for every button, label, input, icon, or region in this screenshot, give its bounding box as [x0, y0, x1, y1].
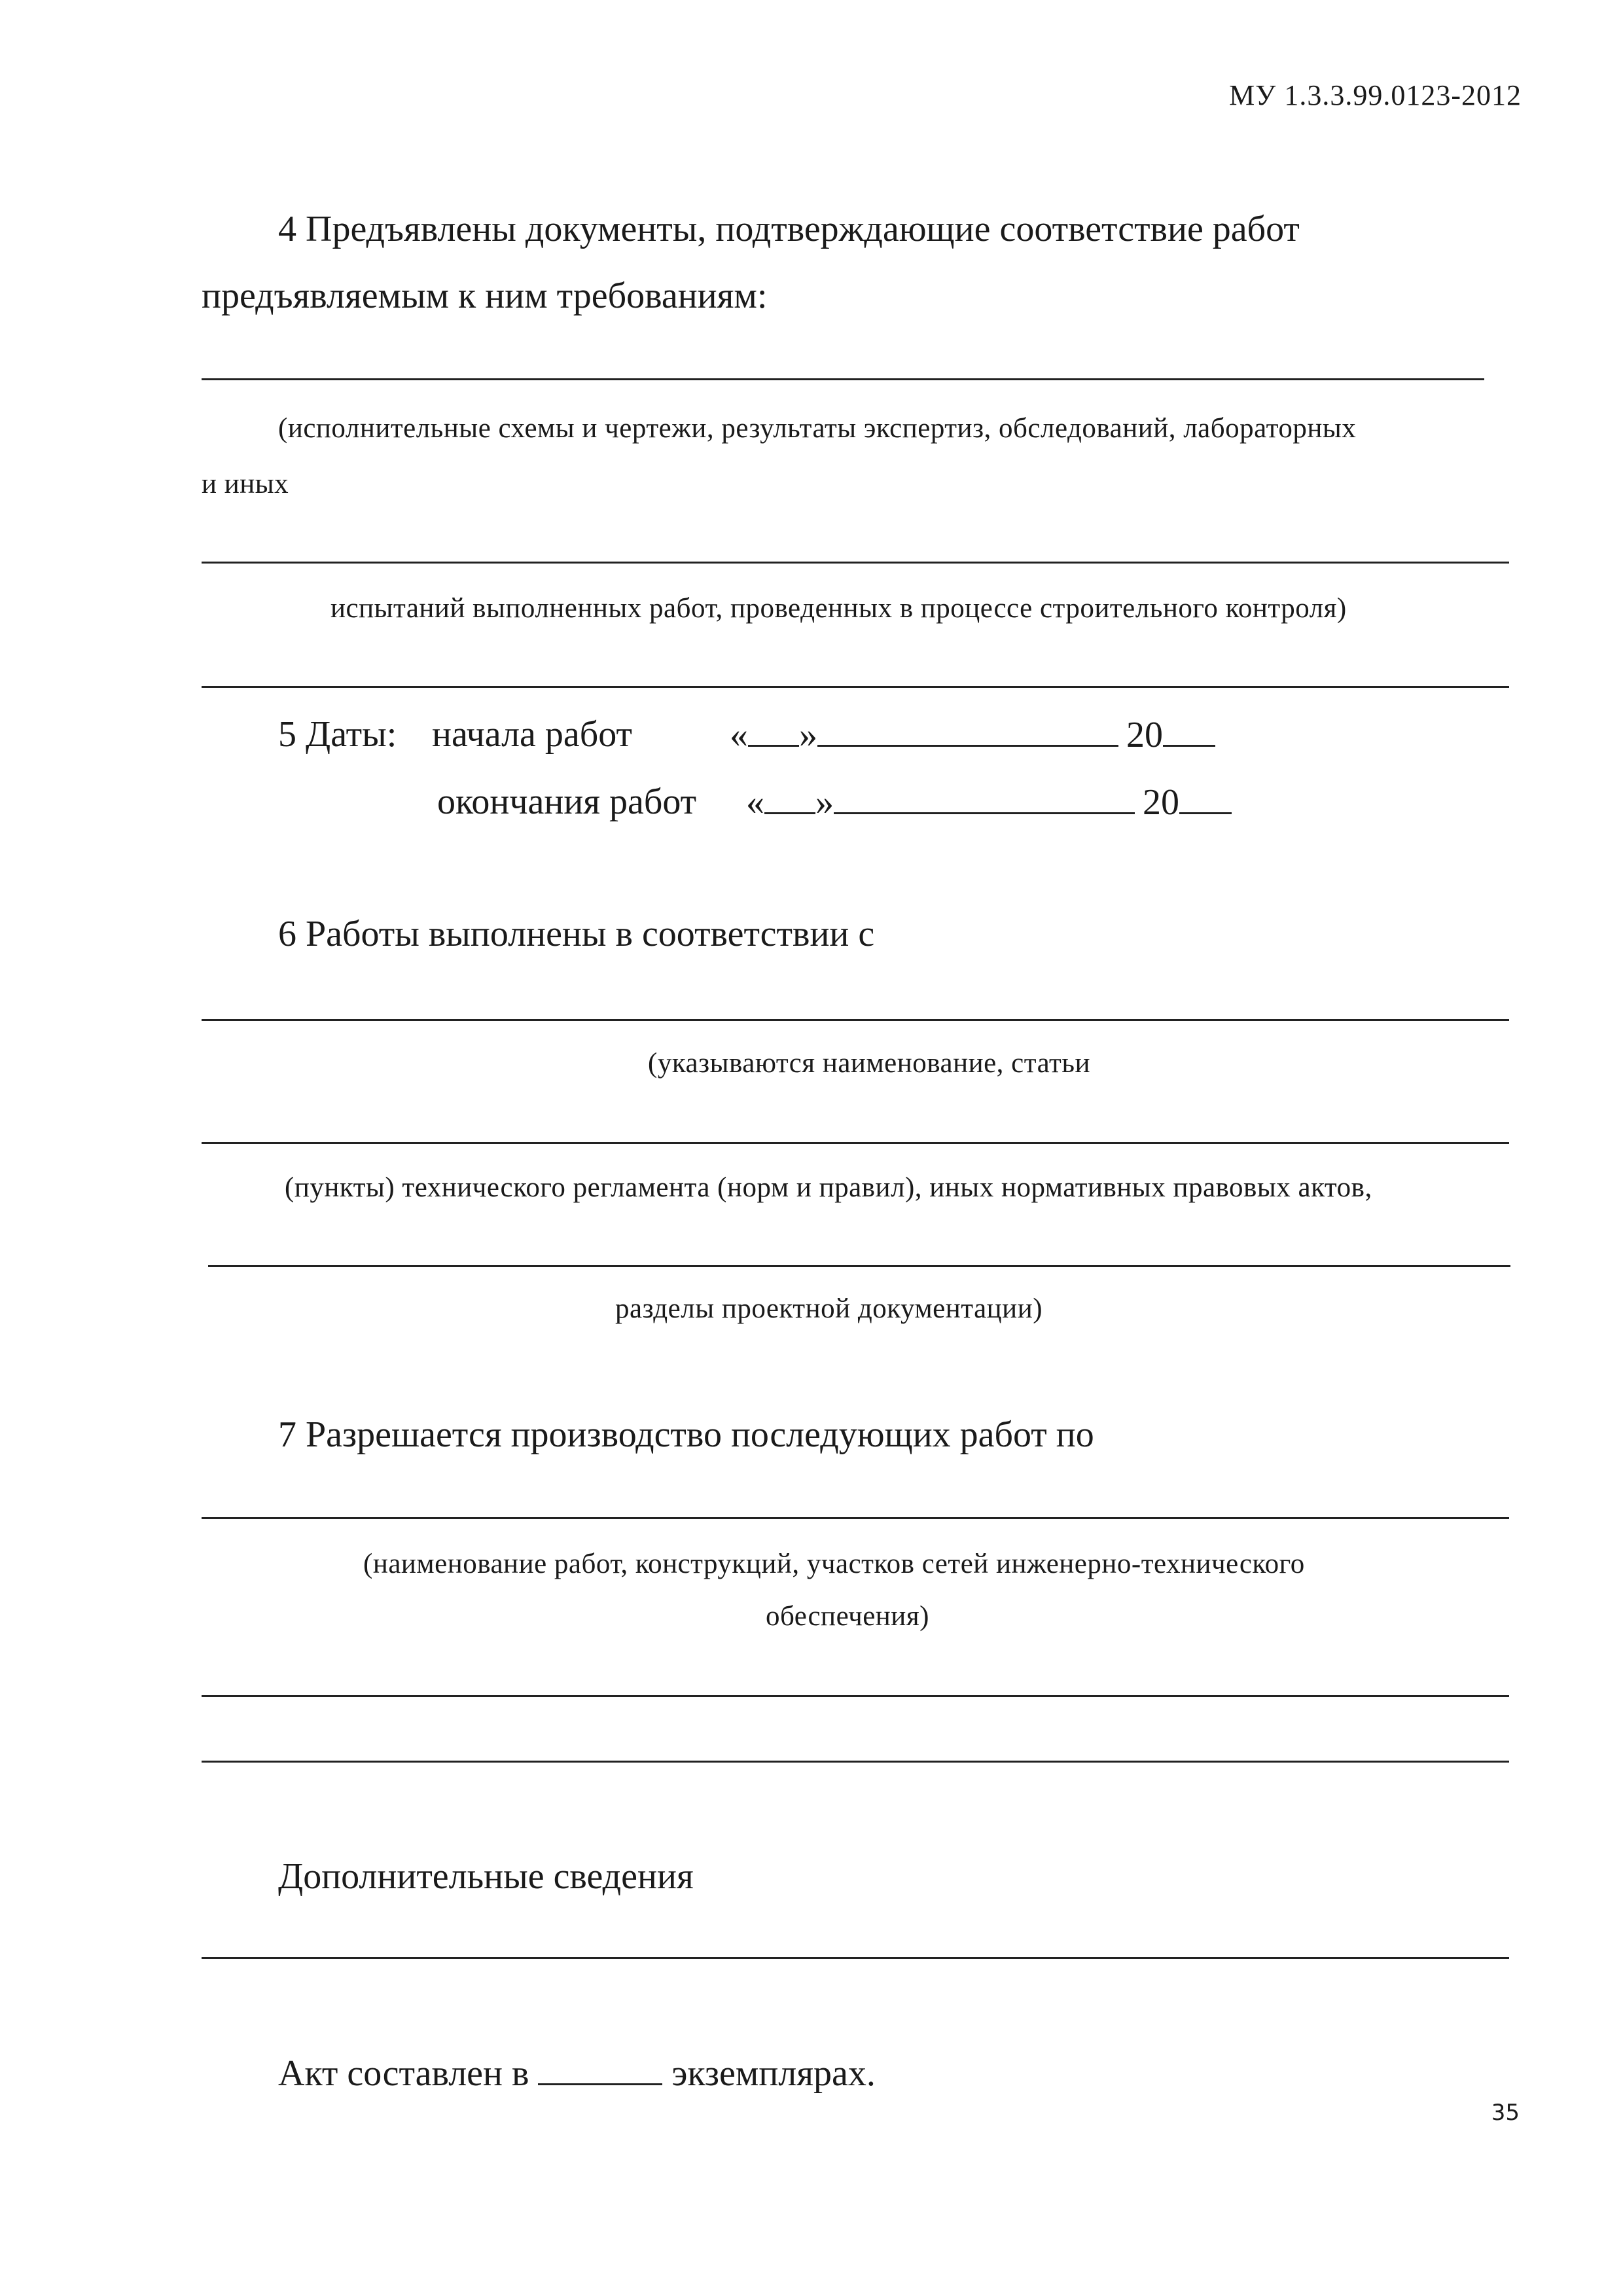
start-month-blank[interactable]: [817, 713, 1118, 747]
end-year-blank[interactable]: [1179, 781, 1232, 814]
section-7-field-line-3[interactable]: [202, 1761, 1509, 1763]
additional-info-label: Дополнительные сведения: [278, 1856, 694, 1897]
section-4-field-line-2[interactable]: [202, 562, 1509, 564]
start-day-blank[interactable]: [748, 713, 799, 747]
section-5-label: 5 Даты:: [278, 714, 397, 755]
section-6-hint-3: разделы проектной документации): [615, 1293, 1043, 1324]
section-4-field-line-1[interactable]: [202, 378, 1484, 380]
additional-info-field-line[interactable]: [202, 1957, 1509, 1959]
section-6-field-line-3[interactable]: [208, 1265, 1510, 1267]
section-4-heading: 4 Предъявлены документы, подтверждающие соответствие работ: [278, 209, 1300, 249]
section-7-hint-2: обеспечения): [766, 1601, 929, 1632]
copies-statement: [278, 2052, 876, 2094]
copies-suffix: экземплярах.: [671, 2053, 876, 2094]
section-6-field-line-2[interactable]: [202, 1142, 1509, 1144]
start-year-blank[interactable]: [1163, 713, 1215, 747]
section-7-field-line-2[interactable]: [202, 1695, 1509, 1697]
section-7-field-line-1[interactable]: [202, 1517, 1509, 1519]
end-day-blank[interactable]: [764, 781, 815, 814]
start-quote-close: »: [799, 715, 817, 755]
end-date-field[interactable]: [746, 781, 1232, 823]
copies-prefix: Акт составлен в: [278, 2053, 529, 2094]
start-date-field[interactable]: [730, 713, 1215, 756]
section-6-hint-1: (указываются наименование, статьи: [648, 1048, 1090, 1079]
end-date-label: окончания работ: [437, 781, 697, 822]
document-code: МУ 1.3.3.99.0123-2012: [1229, 79, 1522, 111]
end-quote-close: »: [815, 782, 834, 823]
section-4-continuation: предъявляемым к ним требованиям:: [202, 276, 768, 316]
section-6-field-line-1[interactable]: [202, 1019, 1509, 1021]
section-4-hint-3: испытаний выполненных работ, проведенных в процессе строительного контроля): [330, 593, 1347, 624]
section-6-hint-2: (пункты) технического регламента (норм и правил), иных нормативных правовых актов,: [285, 1172, 1372, 1203]
start-year-prefix: 20: [1126, 715, 1163, 755]
section-4-field-line-3[interactable]: [202, 686, 1509, 688]
start-quote-open: «: [730, 715, 748, 755]
section-4-hint-2: и иных: [202, 469, 289, 499]
end-month-blank[interactable]: [834, 781, 1135, 814]
section-4-hint-1: (исполнительные схемы и чертежи, результаты экспертиз, обследований, лабораторных: [278, 413, 1357, 444]
section-7-hint-1: (наименование работ, конструкций, участков сетей инженерно-технического: [363, 1549, 1305, 1579]
copies-count-blank[interactable]: [538, 2052, 662, 2085]
end-quote-open: «: [746, 782, 764, 823]
page-number: 35: [1491, 2100, 1520, 2126]
end-year-prefix: 20: [1143, 782, 1179, 823]
section-7-heading: 7 Разрешается производство последующих работ по: [278, 1414, 1094, 1455]
start-date-label: начала работ: [432, 714, 632, 755]
section-6-heading: 6 Работы выполнены в соответствии с: [278, 914, 875, 954]
